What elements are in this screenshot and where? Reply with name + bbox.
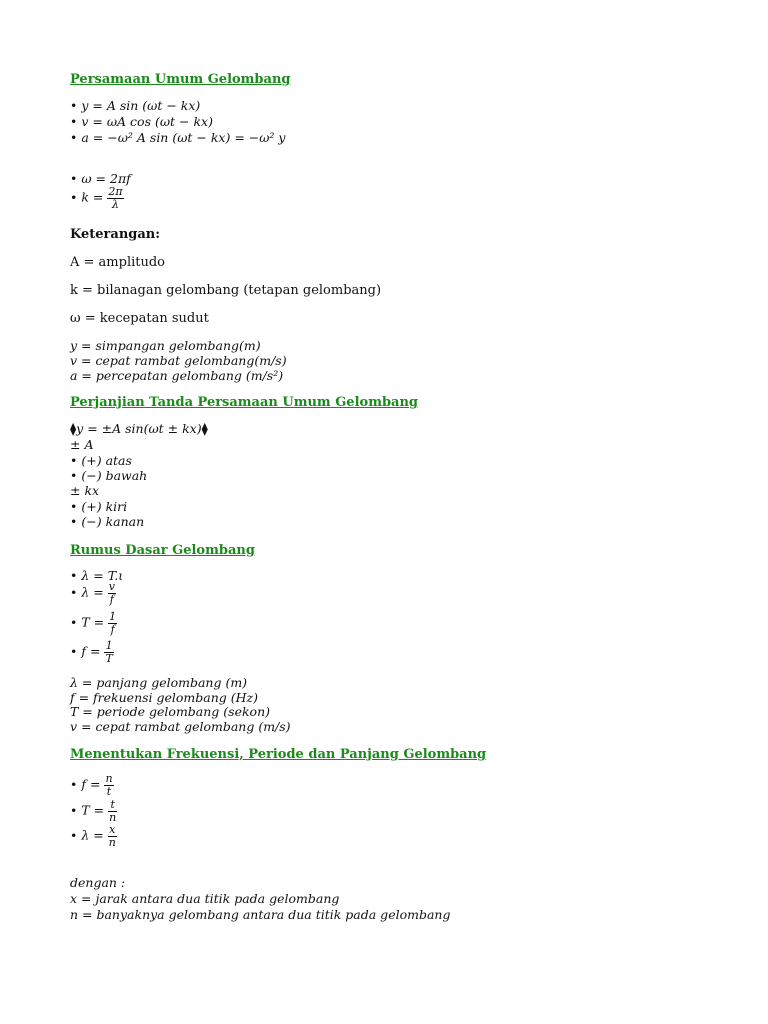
fraction: $\frac{1}{f}$ — [109, 610, 117, 636]
section-title-perjanjian-tanda[interactable]: Perjanjian Tanda Persamaan Umum Gelombang — [70, 395, 418, 410]
variable-frequency: f = frekuensi gelombang (Hz) — [70, 690, 259, 705]
equation-sign-convention: ⧫y = ±A sin(ωt ± kx)⧫ — [70, 421, 208, 436]
variable-y: y = simpangan gelombang(m) — [70, 338, 261, 353]
fraction: $\frac{2\pi}{\lambda}$ — [108, 185, 123, 211]
equation-f-n-t: • f = $\frac{n}{t}$ — [70, 772, 113, 798]
equation-wave-number: • k = $\frac{2\pi}{\lambda}$ — [70, 185, 123, 211]
fraction: $\frac{x}{n}$ — [108, 823, 116, 849]
fraction: $\frac{1}{T}$ — [105, 639, 113, 665]
variable-a: a = percepatan gelombang (m/s²) — [70, 368, 284, 383]
section-title-persamaan-umum[interactable]: Persamaan Umum Gelombang — [70, 72, 291, 87]
equation-wavelength-period: • λ = T.ι — [70, 568, 124, 583]
sign-up: • (+) atas — [70, 453, 132, 468]
section-title-menentukan[interactable]: Menentukan Frekuensi, Periode dan Panjang Gelombang — [70, 747, 487, 762]
section-title-rumus-dasar[interactable]: Rumus Dasar Gelombang — [70, 543, 255, 558]
equation-displacement: • y = A sin (ωt − kx) — [70, 98, 201, 113]
equation-wavelength-frequency: • λ = $\frac{v}{f}$ — [70, 580, 115, 606]
dengan-n: n = banyaknya gelombang antara dua titik pada gelombang — [70, 907, 451, 922]
sign-kx: ± kx — [70, 483, 100, 498]
dengan-x: x = jarak antara dua titik pada gelombang — [70, 891, 340, 906]
definition-amplitude: A = amplitudo — [70, 255, 166, 270]
variable-wavelength: λ = panjang gelombang (m) — [70, 675, 248, 690]
sign-down: • (−) bawah — [70, 468, 148, 483]
equation-acceleration: • a = −ω² A sin (ωt − kx) = −ω² y — [70, 130, 286, 145]
keterangan-label: Keterangan: — [70, 227, 161, 242]
equation-lambda-x-n: • λ = $\frac{x}{n}$ — [70, 823, 116, 849]
equation-omega: • ω = 2πf — [70, 171, 131, 186]
variable-period: T = periode gelombang (sekon) — [70, 704, 270, 719]
variable-v: v = cepat rambat gelombang(m/s) — [70, 353, 287, 368]
equation-period: • T = $\frac{1}{f}$ — [70, 610, 117, 636]
sign-left: • (+) kiri — [70, 499, 128, 514]
equation-T-t-n: • T = $\frac{t}{n}$ — [70, 798, 117, 824]
fraction: $\frac{n}{t}$ — [105, 772, 113, 798]
equation-frequency: • f = $\frac{1}{T}$ — [70, 639, 113, 665]
definition-angular-velocity: ω = kecepatan sudut — [70, 311, 209, 326]
dengan-label: dengan : — [70, 875, 126, 890]
definition-wave-number: k = bilanagan gelombang (tetapan gelombang) — [70, 283, 382, 298]
sign-right: • (−) kanan — [70, 514, 145, 529]
fraction: $\frac{t}{n}$ — [109, 798, 117, 824]
fraction: $\frac{v}{f}$ — [108, 580, 115, 606]
variable-velocity: v = cepat rambat gelombang (m/s) — [70, 719, 291, 734]
equation-velocity: • v = ωA cos (ωt − kx) — [70, 114, 213, 129]
sign-amplitude: ± A — [70, 437, 94, 452]
